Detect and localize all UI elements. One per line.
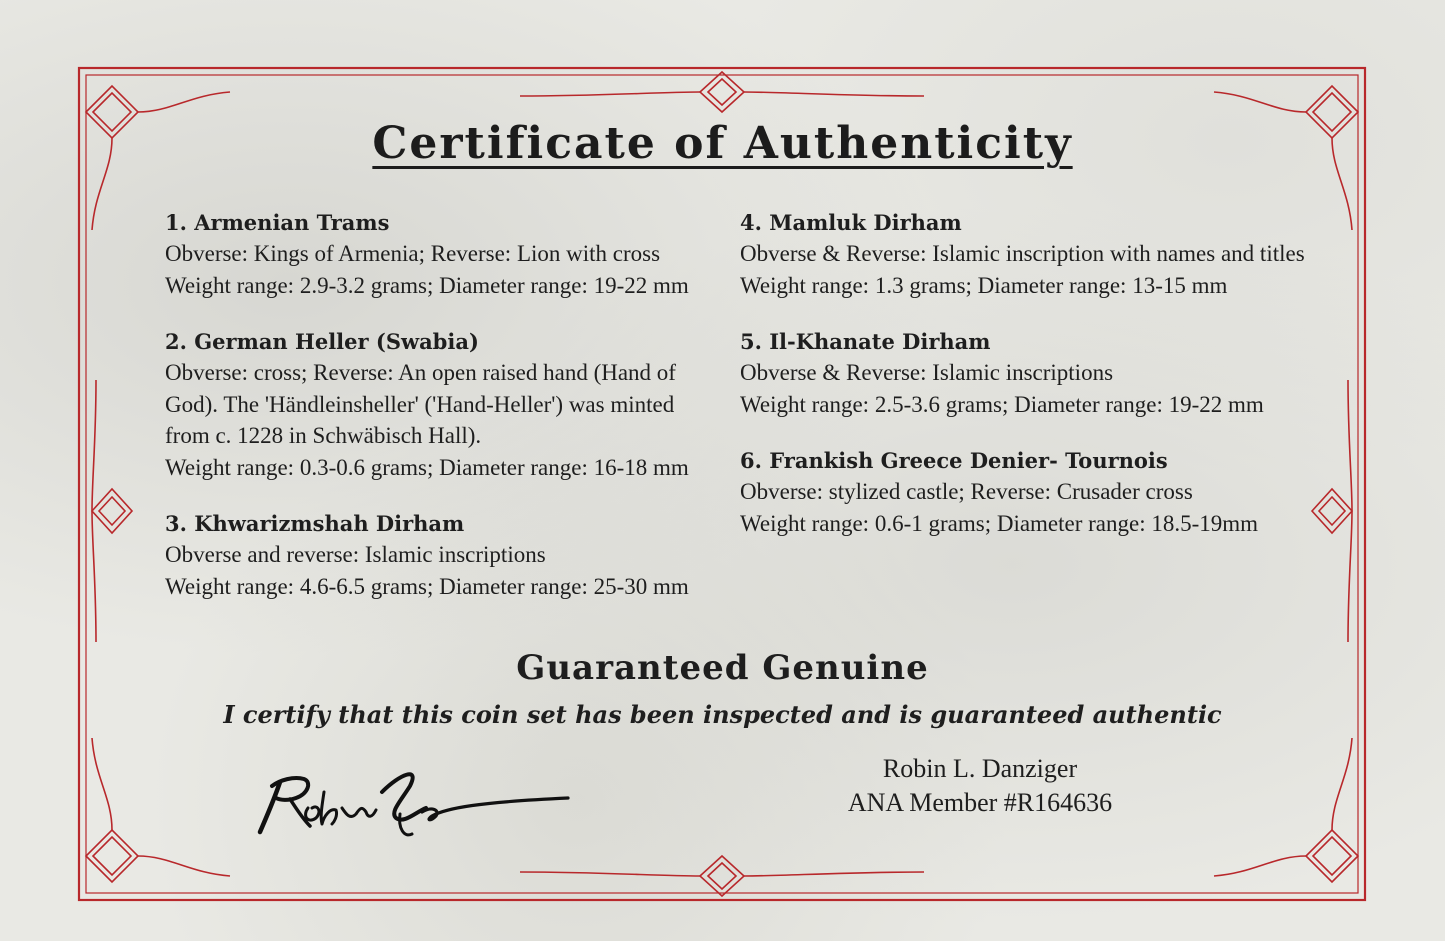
coin-detail: Weight range: 0.3-0.6 grams; Diameter range: 16-18 mm bbox=[165, 454, 689, 480]
coin-title: 6. Frankish Greece Denier- Tournois bbox=[740, 448, 1168, 473]
coin-detail: Obverse: stylized castle; Reverse: Crusader cross bbox=[740, 479, 1193, 504]
coin-entry bbox=[740, 326, 1310, 420]
guarantee-statement: I certify that this coin set has been inspected and is guaranteed authentic bbox=[223, 700, 1222, 729]
coin-title: 2. German Heller (Swabia) bbox=[165, 329, 479, 354]
coin-title: 1. Armenian Trams bbox=[165, 210, 390, 235]
coin-detail: from c. 1228 in Schwäbisch Hall). bbox=[165, 423, 482, 448]
signer-name: Robin L. Danziger bbox=[882, 754, 1078, 783]
coin-entry bbox=[165, 508, 705, 602]
signer-membership: ANA Member #R164636 bbox=[847, 788, 1113, 817]
coin-entry bbox=[165, 207, 705, 301]
coin-title: 4. Mamluk Dirham bbox=[740, 210, 962, 235]
coin-detail: Obverse: Kings of Armenia; Reverse: Lion with cross bbox=[165, 241, 661, 266]
coin-detail: Obverse & Reverse: Islamic inscriptions bbox=[740, 360, 1114, 385]
signature-icon bbox=[250, 752, 580, 842]
coin-title: 3. Khwarizmshah Dirham bbox=[165, 511, 465, 536]
coin-entry bbox=[740, 445, 1310, 539]
coin-entry bbox=[740, 207, 1310, 301]
coin-entry bbox=[165, 326, 705, 483]
coin-detail: Obverse: cross; Reverse: An open raised hand (Hand of bbox=[165, 360, 676, 385]
coin-detail: Obverse and reverse: Islamic inscriptions bbox=[165, 542, 546, 567]
signer-block bbox=[800, 752, 1160, 820]
coin-detail: God). The 'Händleinsheller' ('Hand-Heller') was minted bbox=[165, 391, 675, 417]
coin-detail: Weight range: 2.9-3.2 grams; Diameter range: 19-22 mm bbox=[165, 272, 689, 298]
certificate-title: Certificate of Authenticity bbox=[372, 118, 1073, 169]
coin-title: 5. Il-Khanate Dirham bbox=[740, 329, 991, 354]
coin-detail: Obverse & Reverse: Islamic inscription with names and titles bbox=[740, 241, 1305, 266]
coin-column-left bbox=[165, 207, 705, 627]
coin-detail: Weight range: 4.6-6.5 grams; Diameter range: 25-30 mm bbox=[165, 573, 689, 599]
coin-detail: Weight range: 2.5-3.6 grams; Diameter range: 19-22 mm bbox=[740, 391, 1264, 417]
coin-detail: Weight range: 1.3 grams; Diameter range: 13-15 mm bbox=[740, 272, 1228, 298]
coin-column-right bbox=[740, 207, 1310, 564]
guarantee-heading: Guaranteed Genuine bbox=[516, 648, 929, 688]
coin-detail: Weight range: 0.6-1 grams; Diameter range: 18.5-19mm bbox=[740, 510, 1259, 536]
